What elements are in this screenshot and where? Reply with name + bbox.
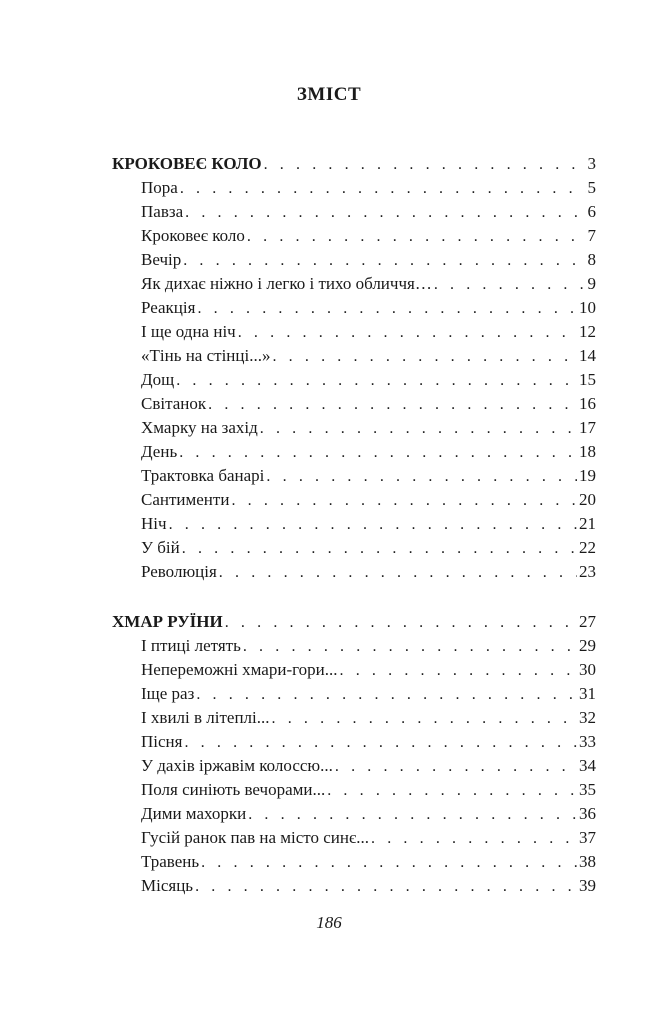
toc-entry [141,416,596,440]
toc-page-number: 32 [579,708,596,727]
page-number: 186 [316,913,342,932]
dot-leader [196,683,577,707]
toc-entry-title: Сантименти [141,490,230,509]
toc-entry-title: Як дихає ніжно і легко і тихо обличчя… [141,274,432,293]
toc-entry [141,392,596,416]
dot-leader [180,177,586,201]
toc-entry [141,224,596,248]
toc-entry-title: Пора [141,178,178,197]
toc-entry-title: Дощ [141,370,175,389]
toc-page-number: 30 [579,660,596,679]
toc-entry [141,272,596,296]
toc-entry-title: Непереможні хмари-гори... [141,660,338,679]
toc-entry-title: Місяць [141,876,194,895]
toc-entry [141,176,596,200]
toc-entry [141,874,596,898]
toc-entry [141,850,596,874]
toc-entry [141,344,596,368]
toc-entry [141,368,596,392]
dot-leader [243,635,577,659]
dot-leader [340,659,577,683]
dot-leader [272,707,577,731]
toc-page-number: 31 [579,684,596,703]
dot-leader [185,201,585,225]
toc-entry [141,320,596,344]
toc-entry-title: Пісня [141,732,183,751]
dot-leader [197,297,577,321]
dot-leader [260,417,577,441]
dot-leader [371,827,577,851]
dot-leader [176,369,577,393]
toc-page-number: 9 [587,274,596,293]
dot-leader [219,561,577,585]
toc-entry [141,440,596,464]
toc-section-heading [112,152,596,176]
toc-page-number: 20 [579,490,596,509]
toc-page-number: 21 [579,514,596,533]
toc-entry-title: І ще одна ніч [141,322,236,341]
toc-page-number: 34 [579,756,596,775]
dot-leader [225,611,577,635]
toc-page-number: 29 [579,636,596,655]
toc-entry-title: У бій [141,538,180,557]
dot-leader [231,489,577,513]
toc-entry [141,200,596,224]
dot-leader [182,537,577,561]
toc-entry [141,634,596,658]
toc-page-number: 39 [579,876,596,895]
toc-entry-title: Дими махорки [141,804,247,823]
dot-leader [169,513,577,537]
toc-page-number: 17 [579,418,596,437]
toc-entry-title: Хмарку на захід [141,418,258,437]
toc-entry-title: Трактовка банаpі [141,466,265,485]
dot-leader [248,803,577,827]
toc-section-heading [112,610,596,634]
toc-page-number: 38 [579,852,596,871]
dot-leader [272,345,577,369]
toc-entry-title: Травень [141,852,200,871]
dot-leader [434,273,586,297]
toc-page-number: 15 [579,370,596,389]
dot-leader [266,465,577,489]
toc-page-number: 36 [579,804,596,823]
toc-entry-title: Поля синіють вечорами... [141,780,326,799]
toc-page-number: 10 [579,298,596,317]
toc-page-number: 33 [579,732,596,751]
dot-leader [201,851,577,875]
toc-entry [141,560,596,584]
toc-page-number: 23 [579,562,596,581]
toc-page-number: 6 [587,202,596,221]
dot-leader [208,393,577,417]
toc-page-number: 37 [579,828,596,847]
toc-page-number: 18 [579,442,596,461]
toc-page-number: 7 [587,226,596,245]
toc-entry-title: Павза [141,202,184,221]
toc-page-number: 16 [579,394,596,413]
dot-leader [179,441,577,465]
toc-entry-title: День [141,442,178,461]
toc-page-number: 19 [579,466,596,485]
toc-entry-title: Вечір [141,250,182,269]
toc-entry-title: Іще раз [141,684,195,703]
toc-entry [141,682,596,706]
toc-page-number: 35 [579,780,596,799]
toc-entry-title: Революція [141,562,217,581]
toc-entry-title: Світанок [141,394,207,413]
toc-entry-title: І хвилі в літеплі... [141,708,270,727]
toc-entry [141,464,596,488]
toc-page-number: 8 [587,250,596,269]
toc-entry-title: «Тінь на стінці...» [141,346,271,365]
toc-entry [141,296,596,320]
toc-entry [141,488,596,512]
toc-entry [141,802,596,826]
toc-entry-title: У дахів іржавім колоссю... [141,756,333,775]
page-title: ЗМІСТ [296,84,362,105]
dot-leader [184,731,577,755]
toc-entry [141,536,596,560]
toc-entry [141,658,596,682]
dot-leader [195,875,577,899]
toc-entry-title: Ніч [141,514,167,533]
dot-leader [327,779,577,803]
dot-leader [183,249,585,273]
toc-page-number: 14 [579,346,596,365]
dot-leader [247,225,586,249]
toc-entry-title: Гусій ранок пав на місто синє... [141,828,370,847]
toc-entry-title: І птиці летять [141,636,241,655]
toc-entry-title: Кроковеє коло [141,226,245,245]
toc-section-title: КРОКОВЕЄ КОЛО [112,154,262,173]
toc-page-number: 12 [579,322,596,341]
toc-page-number: 27 [579,612,596,631]
toc-entry [141,706,596,730]
toc-page-number: 22 [579,538,596,557]
toc-entry [141,730,596,754]
dot-leader [335,755,577,779]
toc-entry-title: Реакція [141,298,196,317]
toc-entry [141,754,596,778]
toc-entry [141,826,596,850]
toc-entry [141,778,596,802]
dot-leader [264,153,586,177]
dot-leader [238,321,577,345]
toc-section-title: ХМАР РУЇНИ [112,612,223,631]
toc-page-number: 3 [587,154,596,173]
toc-entry [141,248,596,272]
toc-page-number: 5 [587,178,596,197]
toc-entry [141,512,596,536]
